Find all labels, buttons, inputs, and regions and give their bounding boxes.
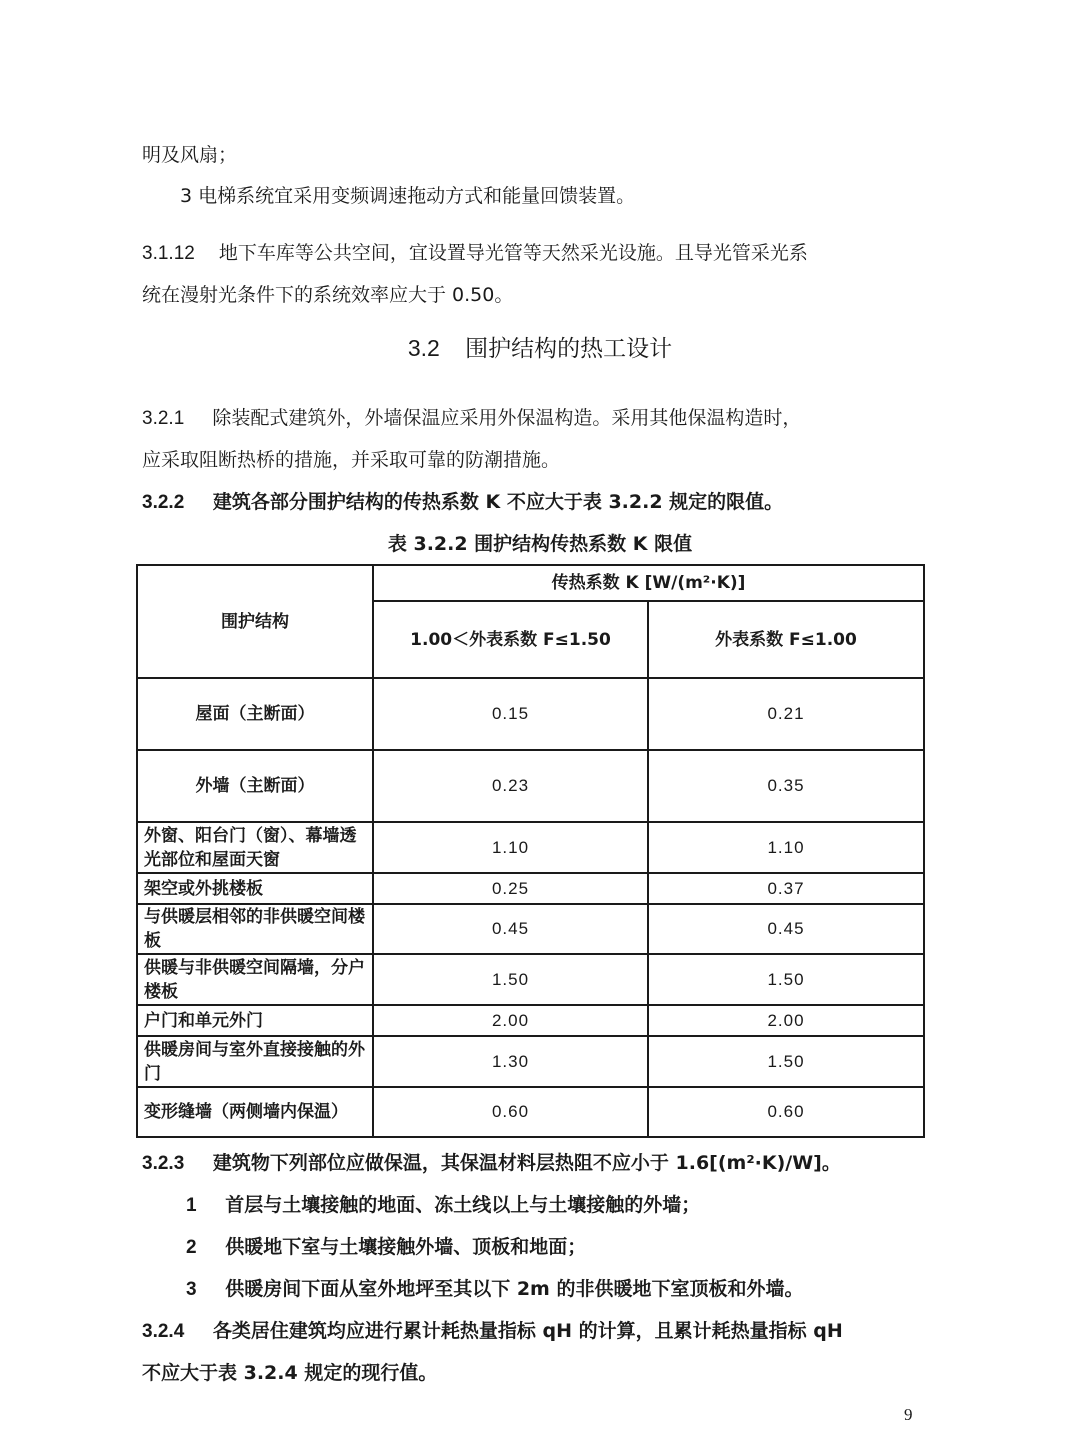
clause-3-2-4 [142, 1317, 843, 1346]
header-structure: 围护结构 [137, 565, 373, 678]
table-row [137, 904, 924, 954]
row-label: 外窗、阳台门（窗）、幕墙透光部位和屋面天窗 [137, 822, 373, 873]
table-row [137, 750, 924, 822]
table-row [137, 1036, 924, 1087]
cell-value: 0.37 [648, 873, 924, 904]
list-item [186, 1233, 586, 1262]
section-title [0, 333, 1080, 364]
clause-text: 除装配式建筑外，外墙保温应采用外保温构造。采用其他保温构造时， [212, 407, 802, 429]
cell-value: 0.23 [373, 750, 648, 822]
table-header-row [137, 565, 924, 601]
cell-value: 0.15 [373, 678, 648, 750]
cell-value: 0.45 [373, 904, 648, 954]
clause-3-2-2 [142, 488, 783, 517]
list-text: 供暖地下室与土壤接触外墙、顶板和地面； [225, 1236, 587, 1258]
list-text: 供暖房间下面从室外地坪至其以下 2m 的非供暖地下室顶板和外墙。 [225, 1278, 804, 1300]
section-number: 3.2 [407, 335, 440, 361]
table-row [137, 822, 924, 873]
list-number: 1 [186, 1195, 197, 1216]
clause-number: 3.2.3 [142, 1153, 185, 1174]
paragraph-line: 不应大于表 3.2.4 规定的现行值。 [142, 1362, 438, 1384]
clause-text: 地下车库等公共空间，宜设置导光管等天然采光设施。且导光管采光系 [218, 242, 808, 264]
clause-3-2-3 [142, 1149, 841, 1178]
table-row [137, 678, 924, 750]
row-label: 供暖房间与室外直接接触的外门 [137, 1036, 373, 1087]
cell-value: 2.00 [648, 1005, 924, 1036]
row-label: 外墙（主断面） [137, 750, 373, 822]
row-label: 变形缝墙（两侧墙内保温） [137, 1087, 373, 1137]
list-number: 3 [186, 1279, 197, 1300]
table-row [137, 1087, 924, 1137]
paragraph-line: 应采取阻断热桥的措施，并采取可靠的防潮措施。 [142, 449, 561, 471]
list-number: 2 [186, 1237, 197, 1258]
k-value-table [136, 564, 925, 1138]
paragraph-line: 统在漫射光条件下的系统效率应大于 0.50。 [142, 284, 514, 306]
cell-value: 1.50 [373, 954, 648, 1005]
row-label: 屋面（主断面） [137, 678, 373, 750]
header-k: 传热系数 K [W/(m²·K)] [373, 565, 924, 601]
cell-value: 0.60 [648, 1087, 924, 1137]
clause-number: 3.2.4 [142, 1321, 185, 1342]
table-row [137, 873, 924, 904]
row-label: 架空或外挑楼板 [137, 873, 373, 904]
cell-value: 2.00 [373, 1005, 648, 1036]
clause-number: 3.2.2 [142, 492, 185, 513]
clause-text: 建筑物下列部位应做保温，其保温材料层热阻不应小于 1.6[(m²·K)/W]。 [212, 1152, 841, 1174]
row-label: 供暖与非供暖空间隔墙，分户楼板 [137, 954, 373, 1005]
cell-value: 1.50 [648, 954, 924, 1005]
cell-value: 0.21 [648, 678, 924, 750]
section-heading: 围护结构的热工设计 [465, 336, 673, 362]
list-item [186, 1191, 700, 1220]
clause-number: 3.1.12 [142, 243, 195, 264]
row-label: 与供暖层相邻的非供暖空间楼板 [137, 904, 373, 954]
clause-number: 3.2.1 [142, 408, 185, 429]
table-row [137, 1005, 924, 1036]
cell-value: 0.60 [373, 1087, 648, 1137]
cell-value: 0.45 [648, 904, 924, 954]
cell-value: 1.10 [648, 822, 924, 873]
list-text: 首层与土壤接触的地面、冻土线以上与土壤接触的外墙； [225, 1194, 701, 1216]
header-col-a: 1.00＜外表系数 F≤1.50 [373, 601, 648, 678]
list-item [186, 1275, 803, 1304]
clause-3-2-1 [142, 404, 801, 433]
cell-value: 1.50 [648, 1036, 924, 1087]
paragraph-line: 3 电梯系统宜采用变频调速拖动方式和能量回馈装置。 [180, 185, 636, 207]
header-col-b: 外表系数 F≤1.00 [648, 601, 924, 678]
cell-value: 1.10 [373, 822, 648, 873]
clause-3-1-12 [142, 239, 808, 268]
row-label: 户门和单元外门 [137, 1005, 373, 1036]
cell-value: 1.30 [373, 1036, 648, 1087]
clause-text: 各类居住建筑均应进行累计耗热量指标 qH 的计算，且累计耗热量指标 qH [212, 1320, 843, 1342]
cell-value: 0.35 [648, 750, 924, 822]
table-row [137, 954, 924, 1005]
cell-value: 0.25 [373, 873, 648, 904]
paragraph-line: 明及风扇； [142, 144, 238, 166]
clause-text: 建筑各部分围护结构的传热系数 K 不应大于表 3.2.2 规定的限值。 [212, 491, 784, 513]
table-caption: 表 3.2.2 围护结构传热系数 K 限值 [387, 533, 693, 555]
page-number: 9 [904, 1405, 913, 1424]
